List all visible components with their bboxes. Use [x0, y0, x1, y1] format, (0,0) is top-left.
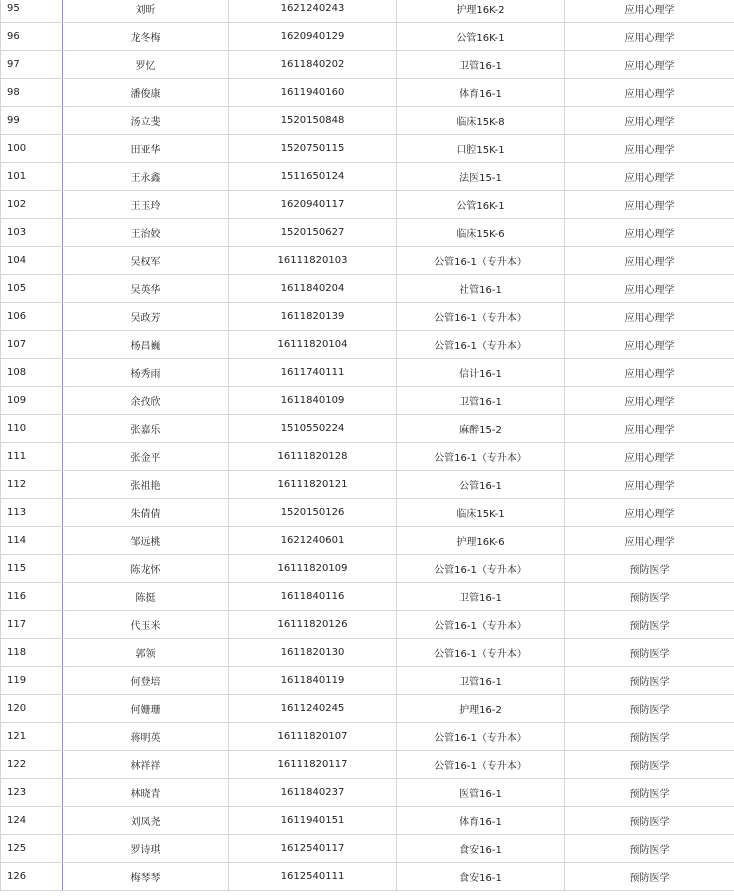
class-name-cell: 公管16-1（专升本） [397, 639, 565, 667]
table-row [1, 303, 734, 331]
student-name-cell: 龙冬梅 [63, 23, 229, 51]
class-name-cell: 公管16-1（专升本） [397, 303, 565, 331]
row-number-cell: 116 [1, 583, 63, 611]
table-row [1, 611, 734, 639]
student-id-cell: 1620940129 [229, 23, 397, 51]
table-row [1, 51, 734, 79]
student-id-cell: 1520750115 [229, 135, 397, 163]
table-row [1, 163, 734, 191]
student-name-cell: 代玉米 [63, 611, 229, 639]
student-id-cell: 1612540111 [229, 863, 397, 891]
row-number-cell: 111 [1, 443, 63, 471]
student-id-cell: 16111820121 [229, 471, 397, 499]
class-name-cell: 食安16-1 [397, 835, 565, 863]
class-name-cell: 公管16-1（专升本） [397, 443, 565, 471]
student-name-cell: 朱倩倩 [63, 499, 229, 527]
major-cell: 预防医学 [565, 779, 734, 807]
row-number-cell: 99 [1, 107, 63, 135]
major-cell: 应用心理学 [565, 191, 734, 219]
class-name-cell: 公管16-1（专升本） [397, 723, 565, 751]
table-row [1, 779, 734, 807]
student-name-cell: 林祥祥 [63, 751, 229, 779]
table-row [1, 443, 734, 471]
student-id-cell: 1620940117 [229, 191, 397, 219]
major-cell: 应用心理学 [565, 359, 734, 387]
table-row [1, 219, 734, 247]
class-name-cell: 法医15-1 [397, 163, 565, 191]
row-number-cell: 117 [1, 611, 63, 639]
major-cell: 预防医学 [565, 835, 734, 863]
table-row [1, 247, 734, 275]
row-number-cell: 118 [1, 639, 63, 667]
student-id-cell: 1611840116 [229, 583, 397, 611]
table-row [1, 835, 734, 863]
major-cell: 预防医学 [565, 695, 734, 723]
row-number-cell: 107 [1, 331, 63, 359]
class-name-cell: 护理16K-2 [397, 0, 565, 23]
student-name-cell: 吴政芳 [63, 303, 229, 331]
student-id-cell: 1611940160 [229, 79, 397, 107]
class-name-cell: 麻醉15-2 [397, 415, 565, 443]
row-number-cell: 110 [1, 415, 63, 443]
major-cell: 预防医学 [565, 583, 734, 611]
class-name-cell: 体育16-1 [397, 807, 565, 835]
student-id-cell: 16111820128 [229, 443, 397, 471]
student-id-cell: 1611840204 [229, 275, 397, 303]
row-number-cell: 108 [1, 359, 63, 387]
student-id-cell: 1611840237 [229, 779, 397, 807]
student-name-cell: 陈龙怀 [63, 555, 229, 583]
major-cell: 应用心理学 [565, 219, 734, 247]
student-id-cell: 1611240245 [229, 695, 397, 723]
row-number-cell: 104 [1, 247, 63, 275]
student-id-cell: 16111820104 [229, 331, 397, 359]
table-row [1, 751, 734, 779]
class-name-cell: 食安16-1 [397, 863, 565, 891]
class-name-cell: 公管16-1（专升本） [397, 247, 565, 275]
student-name-cell: 张金平 [63, 443, 229, 471]
class-name-cell: 公管16-1（专升本） [397, 331, 565, 359]
row-number-cell: 109 [1, 387, 63, 415]
student-name-cell: 郭领 [63, 639, 229, 667]
major-cell: 应用心理学 [565, 107, 734, 135]
roster-body [1, 0, 734, 891]
student-id-cell: 1621240243 [229, 0, 397, 23]
class-name-cell: 临床15K-8 [397, 107, 565, 135]
major-cell: 应用心理学 [565, 275, 734, 303]
student-name-cell: 王永鑫 [63, 163, 229, 191]
row-number-cell: 102 [1, 191, 63, 219]
student-name-cell: 杨昌巍 [63, 331, 229, 359]
major-cell: 预防医学 [565, 807, 734, 835]
major-cell: 应用心理学 [565, 135, 734, 163]
student-name-cell: 刘昕 [63, 0, 229, 23]
row-number-cell: 101 [1, 163, 63, 191]
class-name-cell: 体育16-1 [397, 79, 565, 107]
major-cell: 应用心理学 [565, 163, 734, 191]
student-name-cell: 潘俊康 [63, 79, 229, 107]
major-cell: 预防医学 [565, 555, 734, 583]
class-name-cell: 公管16K-1 [397, 191, 565, 219]
table-row [1, 387, 734, 415]
student-id-cell: 16111820126 [229, 611, 397, 639]
major-cell: 应用心理学 [565, 499, 734, 527]
class-name-cell: 公管16K-1 [397, 23, 565, 51]
table-row [1, 107, 734, 135]
student-id-cell: 1611820130 [229, 639, 397, 667]
row-number-cell: 123 [1, 779, 63, 807]
table-row [1, 863, 734, 891]
table-row [1, 331, 734, 359]
row-number-cell: 124 [1, 807, 63, 835]
row-number-cell: 98 [1, 79, 63, 107]
major-cell: 预防医学 [565, 751, 734, 779]
row-number-cell: 105 [1, 275, 63, 303]
major-cell: 预防医学 [565, 639, 734, 667]
student-name-cell: 张嘉乐 [63, 415, 229, 443]
row-number-cell: 114 [1, 527, 63, 555]
major-cell: 应用心理学 [565, 443, 734, 471]
table-row [1, 695, 734, 723]
table-row [1, 79, 734, 107]
table-row [1, 359, 734, 387]
table-row [1, 23, 734, 51]
major-cell: 应用心理学 [565, 23, 734, 51]
student-name-cell: 余孜欣 [63, 387, 229, 415]
row-number-cell: 115 [1, 555, 63, 583]
major-cell: 应用心理学 [565, 415, 734, 443]
major-cell: 应用心理学 [565, 387, 734, 415]
table-row [1, 723, 734, 751]
major-cell: 应用心理学 [565, 79, 734, 107]
student-name-cell: 田亚华 [63, 135, 229, 163]
major-cell: 应用心理学 [565, 303, 734, 331]
table-row [1, 639, 734, 667]
table-row [1, 527, 734, 555]
student-name-cell: 罗忆 [63, 51, 229, 79]
student-id-cell: 1520150627 [229, 219, 397, 247]
table-row [1, 135, 734, 163]
class-name-cell: 口腔15K-1 [397, 135, 565, 163]
class-name-cell: 公管16-1（专升本） [397, 555, 565, 583]
row-number-cell: 122 [1, 751, 63, 779]
student-id-cell: 1621240601 [229, 527, 397, 555]
class-name-cell: 卫管16-1 [397, 667, 565, 695]
student-name-cell: 王玉玲 [63, 191, 229, 219]
student-name-cell: 吴权军 [63, 247, 229, 275]
major-cell: 预防医学 [565, 863, 734, 891]
row-number-cell: 112 [1, 471, 63, 499]
student-name-cell: 汤立斐 [63, 107, 229, 135]
row-number-cell: 113 [1, 499, 63, 527]
row-number-cell: 95 [1, 0, 63, 23]
student-id-cell: 16111820103 [229, 247, 397, 275]
class-name-cell: 公管16-1 [397, 471, 565, 499]
student-id-cell: 1611840202 [229, 51, 397, 79]
student-name-cell: 林晓青 [63, 779, 229, 807]
row-number-cell: 97 [1, 51, 63, 79]
table-row [1, 807, 734, 835]
student-name-cell: 王治姣 [63, 219, 229, 247]
student-id-cell: 1611840109 [229, 387, 397, 415]
class-name-cell: 护理16-2 [397, 695, 565, 723]
table-row [1, 415, 734, 443]
class-name-cell: 公管16-1（专升本） [397, 751, 565, 779]
student-name-cell: 罗诗琪 [63, 835, 229, 863]
table-row [1, 275, 734, 303]
major-cell: 预防医学 [565, 611, 734, 639]
student-name-cell: 刘凤尧 [63, 807, 229, 835]
student-id-cell: 1611940151 [229, 807, 397, 835]
major-cell: 应用心理学 [565, 471, 734, 499]
table-row [1, 471, 734, 499]
table-row [1, 499, 734, 527]
major-cell: 应用心理学 [565, 51, 734, 79]
student-id-cell: 1611740111 [229, 359, 397, 387]
student-id-cell: 1520150848 [229, 107, 397, 135]
table-row [1, 667, 734, 695]
student-name-cell: 张祖艳 [63, 471, 229, 499]
row-number-cell: 126 [1, 863, 63, 891]
row-number-cell: 103 [1, 219, 63, 247]
student-name-cell: 梅琴琴 [63, 863, 229, 891]
table-row [1, 555, 734, 583]
row-number-cell: 96 [1, 23, 63, 51]
major-cell: 应用心理学 [565, 527, 734, 555]
student-name-cell: 蒋明英 [63, 723, 229, 751]
major-cell: 应用心理学 [565, 247, 734, 275]
major-cell: 应用心理学 [565, 331, 734, 359]
class-name-cell: 卫管16-1 [397, 387, 565, 415]
class-name-cell: 临床15K-6 [397, 219, 565, 247]
student-name-cell: 何姗珊 [63, 695, 229, 723]
class-name-cell: 公管16-1（专升本） [397, 611, 565, 639]
student-id-cell: 16111820117 [229, 751, 397, 779]
major-cell: 应用心理学 [565, 0, 734, 23]
student-id-cell: 16111820109 [229, 555, 397, 583]
row-number-cell: 120 [1, 695, 63, 723]
class-name-cell: 卫管16-1 [397, 51, 565, 79]
student-name-cell: 邹远桃 [63, 527, 229, 555]
row-number-cell: 125 [1, 835, 63, 863]
table-row [1, 0, 734, 23]
class-name-cell: 卫管16-1 [397, 583, 565, 611]
student-name-cell: 吴英华 [63, 275, 229, 303]
student-id-cell: 1511650124 [229, 163, 397, 191]
student-name-cell: 何登培 [63, 667, 229, 695]
student-id-cell: 1510550224 [229, 415, 397, 443]
major-cell: 预防医学 [565, 723, 734, 751]
table-row [1, 191, 734, 219]
student-name-cell: 陈挺 [63, 583, 229, 611]
class-name-cell: 信计16-1 [397, 359, 565, 387]
student-id-cell: 16111820107 [229, 723, 397, 751]
row-number-cell: 100 [1, 135, 63, 163]
row-number-cell: 121 [1, 723, 63, 751]
student-name-cell: 杨秀雨 [63, 359, 229, 387]
class-name-cell: 社管16-1 [397, 275, 565, 303]
class-name-cell: 护理16K-6 [397, 527, 565, 555]
student-id-cell: 1612540117 [229, 835, 397, 863]
class-name-cell: 医管16-1 [397, 779, 565, 807]
row-number-cell: 106 [1, 303, 63, 331]
table-row [1, 583, 734, 611]
student-id-cell: 1611820139 [229, 303, 397, 331]
major-cell: 预防医学 [565, 667, 734, 695]
student-id-cell: 1611840119 [229, 667, 397, 695]
student-id-cell: 1520150126 [229, 499, 397, 527]
row-number-cell: 119 [1, 667, 63, 695]
class-name-cell: 临床15K-1 [397, 499, 565, 527]
